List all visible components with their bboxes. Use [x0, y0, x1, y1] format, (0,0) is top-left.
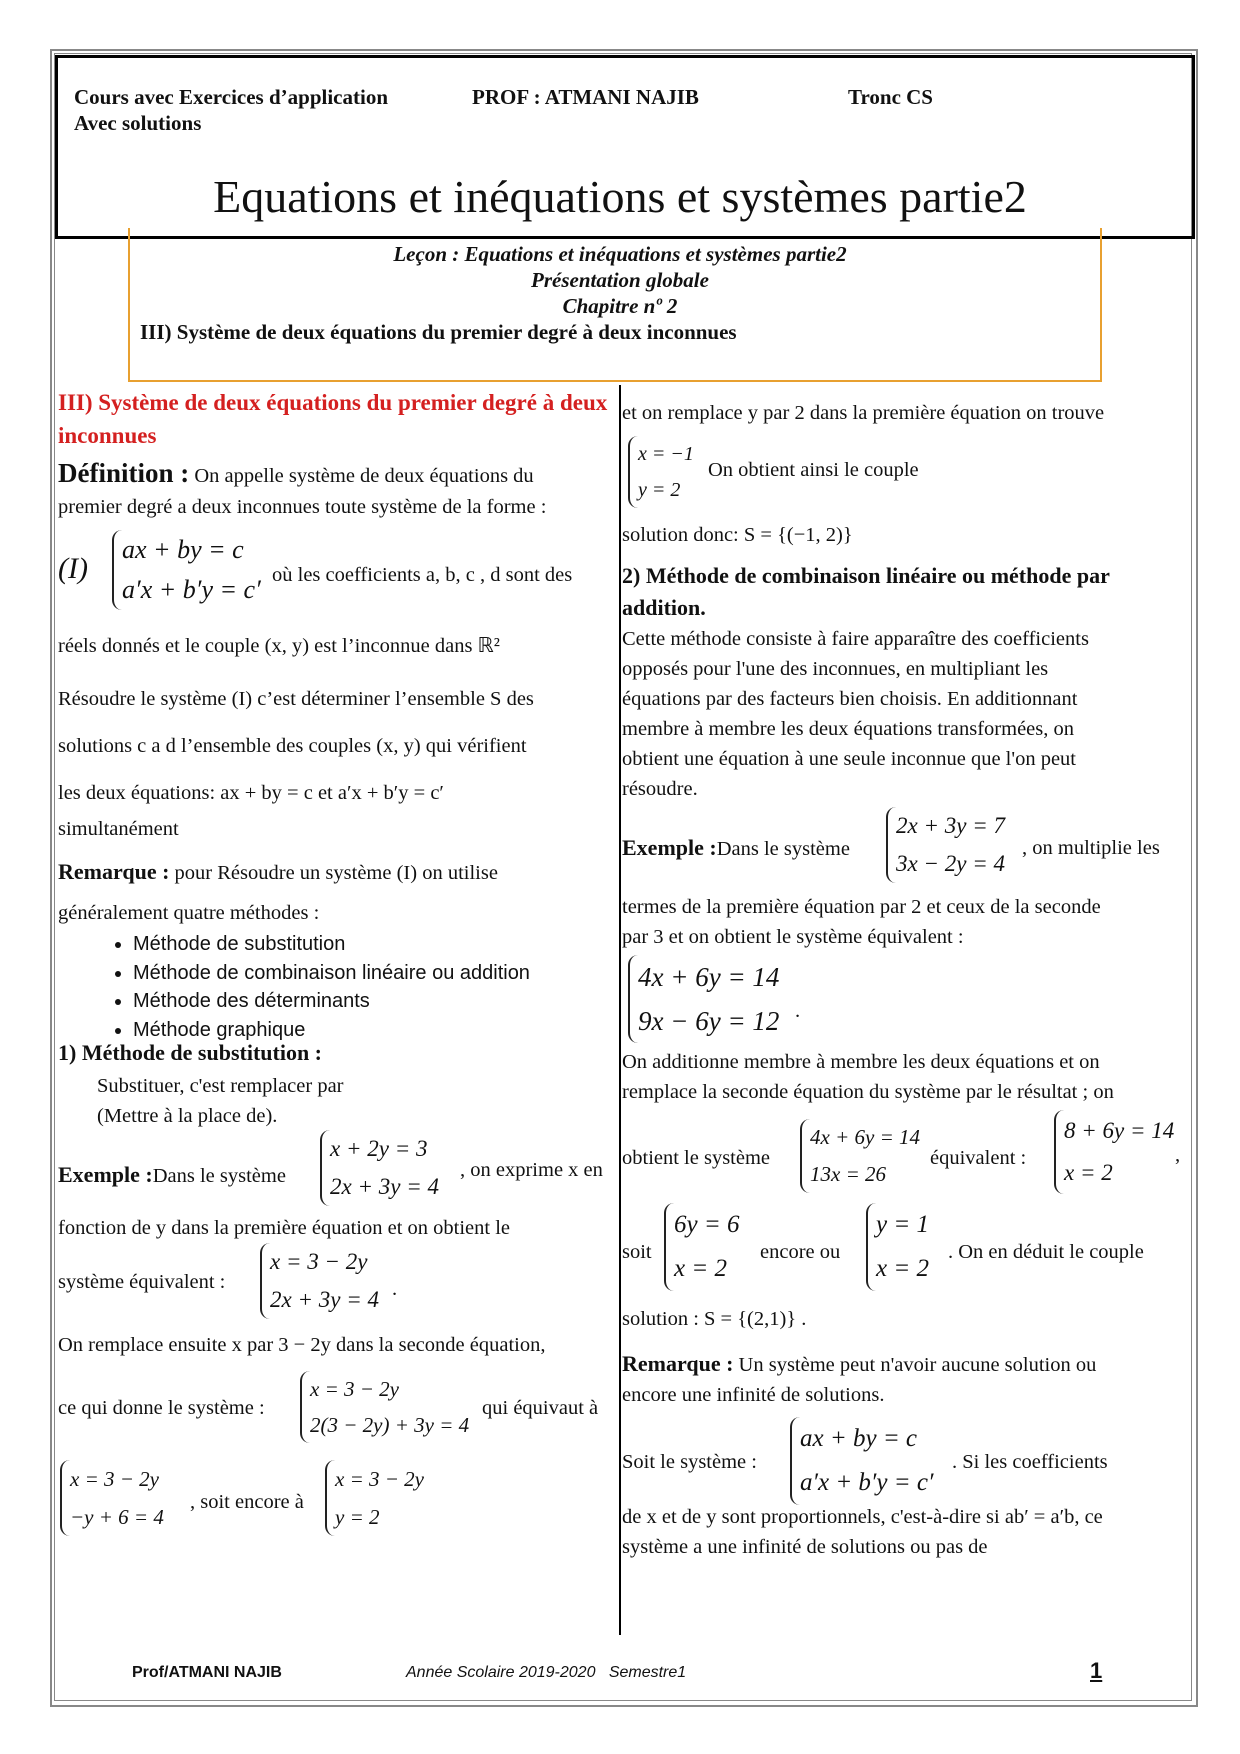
system-j-eq1: 8 + 6y = 14: [1064, 1118, 1175, 1143]
remark-label: Remarque :: [58, 859, 170, 884]
system-f-eq2: y = 2: [638, 479, 681, 501]
remark-label: Remarque :: [622, 1351, 734, 1376]
example-1: [58, 1160, 286, 1191]
definition-label: Définition :: [58, 458, 190, 488]
comb-line: équations par des facteurs bien choisis. En additionnant: [622, 688, 1078, 710]
page-title: Equations et inéquations et systèmes partie2: [213, 171, 1027, 222]
system-g-eq2: 3x − 2y = 4: [896, 851, 1005, 876]
system-k-eq1: 6y = 6: [674, 1211, 740, 1238]
comb-line: membre à membre les deux équations transformées, on: [622, 718, 1074, 740]
system-a: [320, 1130, 439, 1206]
prof-label: PROF : ATMANI NAJIB: [472, 85, 699, 109]
termes-text-2: par 3 et on obtient le système équivalent :: [622, 926, 964, 948]
example-2: [622, 833, 850, 864]
system-i-eq1: ax + by = c: [122, 535, 244, 564]
system-i2-eq2: 13x = 26: [810, 1162, 886, 1186]
comb-line: Cette méthode consiste à faire apparaître des coefficients: [622, 628, 1089, 650]
system-k-eq2: x = 2: [674, 1255, 727, 1282]
footer-year: Année Scolaire 2019-2020 Semestre1: [406, 1664, 687, 1681]
system-d-eq1: x = 3 − 2y: [70, 1467, 159, 1491]
soit-text: soit: [622, 1241, 652, 1263]
method-item: • Méthode graphique: [133, 1016, 618, 1045]
method-item: • Méthode de substitution: [133, 930, 618, 959]
system-i-label: (I): [58, 552, 88, 585]
resoudre-text-3: les deux équations: ax + by = c et a′x + b′y = c′: [58, 782, 444, 804]
substitution-text-2: (Mettre à la place de).: [97, 1105, 278, 1127]
remark-text-2: généralement quatre méthodes :: [58, 902, 320, 924]
system-e-eq1: x = 3 − 2y: [335, 1467, 424, 1491]
definition: [58, 458, 618, 491]
cequi-text: ce qui donne le système :: [58, 1397, 265, 1419]
deduit-text: . On en déduit le couple: [948, 1241, 1144, 1263]
system-i2-eq1: 4x + 6y = 14: [810, 1125, 920, 1149]
lesson-chapter: Chapitre nº 2: [562, 294, 678, 318]
system-a-eq1: x + 2y = 3: [330, 1136, 428, 1161]
system-j-eq2: x = 2: [1064, 1160, 1113, 1185]
example-label: Exemple :: [622, 835, 717, 860]
system-i: [112, 530, 261, 610]
encore-ou-text: encore ou: [760, 1241, 841, 1263]
system-e-eq2: y = 2: [335, 1505, 380, 1529]
remark-text-2: encore une infinité de solutions.: [622, 1384, 885, 1406]
system-e: [325, 1460, 424, 1536]
course-label-2: Avec solutions: [74, 111, 202, 135]
sysequiv-text: système équivalent :: [58, 1271, 226, 1293]
system-l: [866, 1203, 929, 1291]
combination-title: 2) Méthode de combinaison linéaire ou méthode par addition.: [622, 563, 1110, 620]
comb-line: obtient une équation à une seule inconnue que l'on peut: [622, 748, 1076, 770]
remark: [58, 857, 498, 888]
remark-text: Un système peut n'avoir aucune solution ou: [733, 1354, 1097, 1376]
definition-text-2: premier degré a deux inconnues toute système de la forme :: [58, 496, 547, 518]
footer-prof: Prof/ATMANI NAJIB: [132, 1664, 282, 1681]
system-g: [886, 807, 1005, 883]
fonction-text: fonction de y dans la première équation et on obtient le: [58, 1217, 510, 1239]
comb-line: résoudre.: [622, 778, 698, 800]
system-b: [260, 1243, 379, 1319]
system-k: [664, 1203, 739, 1291]
simultanement: simultanément: [58, 818, 179, 840]
coef-text: où les coefficients a, b, c , d sont des: [272, 564, 573, 586]
multiplie-text: , on multiplie les: [1022, 837, 1160, 859]
definition-text: On appelle système de deux équations du: [189, 465, 534, 487]
level-label: Tronc CS: [848, 85, 933, 109]
system-h-eq2: 9x − 6y = 12: [638, 1006, 780, 1036]
soit-sys-text: Soit le système :: [622, 1451, 757, 1473]
section-title: III) Système de deux équations du premier degré à deux inconnues: [58, 390, 608, 448]
method-item: • Méthode de combinaison linéaire ou addition: [133, 959, 618, 988]
lesson-section: III) Système de deux équations du premier degré à deux inconnues: [140, 320, 737, 344]
system-i2: [800, 1119, 920, 1193]
system-m-eq2: a′x + b′y = c′: [800, 1469, 934, 1496]
system-m-eq1: ax + by = c: [800, 1425, 918, 1452]
comma: ,: [1175, 1144, 1181, 1166]
system-d-eq2: −y + 6 = 4: [70, 1505, 164, 1529]
system-c-eq1: x = 3 − 2y: [310, 1377, 399, 1401]
system-b-eq2: 2x + 3y = 4: [270, 1287, 379, 1312]
sicoef-text: . Si les coefficients: [952, 1451, 1108, 1473]
system-b-eq1: x = 3 − 2y: [270, 1249, 368, 1274]
system-d: [60, 1460, 164, 1536]
system-m: [790, 1417, 933, 1505]
course-label: Cours avec Exercices d’application: [74, 85, 388, 109]
system-f: [628, 436, 694, 508]
example-after: , on exprime x en: [460, 1159, 603, 1181]
page-number: 1: [1090, 1658, 1103, 1683]
remplace-text: On remplace ensuite x par 3 − 2y dans la seconde équation,: [58, 1334, 546, 1356]
lesson-subtitle: Présentation globale: [531, 268, 709, 292]
system-h-eq1: 4x + 6y = 14: [638, 962, 780, 992]
substitution-title: 1) Méthode de substitution :: [58, 1040, 323, 1065]
system-g-eq1: 2x + 3y = 7: [896, 813, 1005, 838]
reels-text: réels donnés et le couple (x, y) est l’inconnue dans ℝ²: [58, 635, 500, 657]
system-c-eq2: 2(3 − 2y) + 3y = 4: [310, 1413, 470, 1437]
example-text: Dans le système: [716, 838, 850, 860]
system-l-eq2: x = 2: [876, 1255, 929, 1282]
soitencore-text: , soit encore à: [190, 1491, 304, 1513]
methods-list: [58, 930, 618, 1044]
system-i-eq2: a′x + b′y = c′: [122, 575, 261, 604]
infinite-text: système a une infinité de solutions ou pas de: [622, 1536, 988, 1558]
method-item: • Méthode des déterminants: [133, 987, 618, 1016]
equivaut-text: qui équivaut à: [482, 1397, 599, 1419]
example-text: Dans le système: [152, 1165, 286, 1187]
system-f-eq1: x = −1: [638, 443, 694, 465]
remark-2: [622, 1349, 1096, 1380]
substitution-text-1: Substituer, c'est remplacer par: [97, 1075, 344, 1097]
addition-text-2: remplace la seconde équation du système par le résultat ; on: [622, 1081, 1114, 1103]
equivalent-text: équivalent :: [930, 1147, 1027, 1169]
solution-2: solution : S = {(2,1)} .: [622, 1308, 807, 1330]
dot: .: [392, 1278, 398, 1300]
resoudre-text-2: solutions c a d l’ensemble des couples (x, y) qui vérifient: [58, 735, 527, 757]
comb-line: opposés pour l'une des inconnues, en multipliant les: [622, 658, 1049, 680]
addition-text-1: On additionne membre à membre les deux équations et on: [622, 1051, 1100, 1073]
obtient-text: On obtient ainsi le couple: [708, 459, 919, 481]
dot: .: [795, 1000, 801, 1022]
system-a-eq2: 2x + 3y = 4: [330, 1174, 439, 1199]
resoudre-text-1: Résoudre le système (I) c’est déterminer l’ensemble S des: [58, 688, 534, 710]
termes-text-1: termes de la première équation par 2 et ceux de la seconde: [622, 896, 1101, 918]
solution-1: solution donc: S = {(−1, 2)}: [622, 524, 853, 546]
system-h: [628, 955, 779, 1043]
prop-text: de x et de y sont proportionnels, c'est-à-dire si ab′ = a′b, ce: [622, 1506, 1103, 1528]
remark-text: pour Résoudre un système (I) on utilise: [169, 862, 498, 884]
column-divider: [619, 385, 621, 1635]
example-label: Exemple :: [58, 1162, 153, 1187]
system-c: [300, 1371, 469, 1443]
obtient-sys-text: obtient le système: [622, 1147, 771, 1169]
lesson-title: Leçon : Equations et inéquations et systèmes partie2: [393, 242, 847, 266]
system-l-eq1: y = 1: [876, 1211, 929, 1238]
system-j: [1054, 1110, 1174, 1194]
remplace-y-text: et on remplace y par 2 dans la première équation on trouve: [622, 402, 1105, 424]
